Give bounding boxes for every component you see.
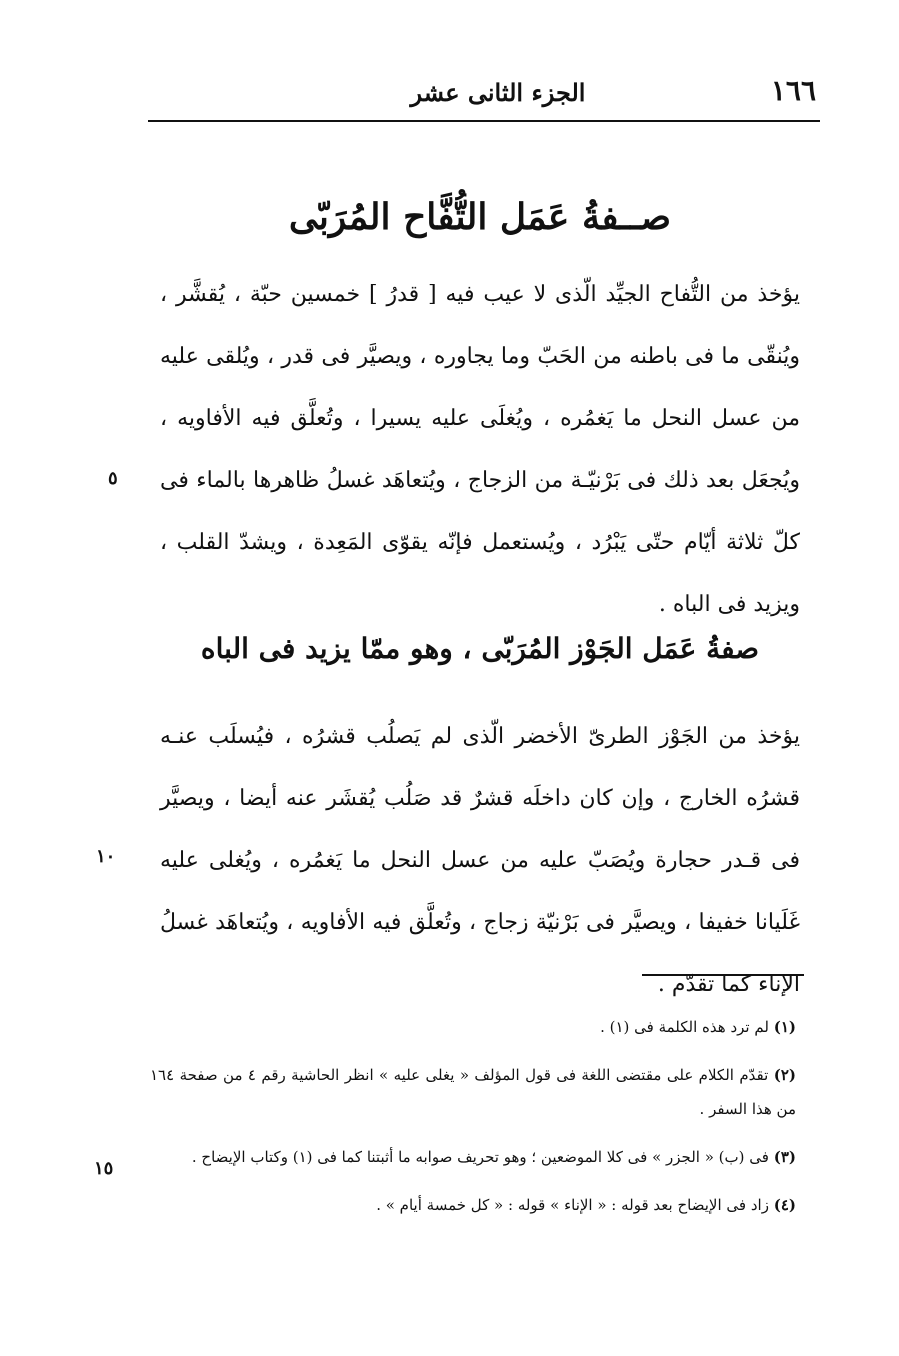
- footnote-mark: (٣): [773, 1148, 796, 1166]
- line-number-5: ٥: [108, 468, 118, 489]
- footnote-3: [150, 1140, 796, 1174]
- footnote-separator: [642, 974, 804, 976]
- paragraph-apple-recipe: يؤخذ من التُّفاح الجيِّد الّذى لا عيب فيه [ قدرُ ] خمسين حبّة ، يُقشَّر ، ويُنقّى ما فى باطنه من الحَبّ وما يجاوره ، ويصيَّر فى قدر ، ويُلقى عليه من عسل النحل ما يَغمُره ، ويُغلَى عليه يسيرا ، وتُعلَّق فيه الأفاويه ، ويُجعَل بعد ذلك فى بَرْنيّـة من الزجاج ، ويُتعاهَد غسلُ ظاهرها بالماء فى كلّ ثلاثة أيّام حتّى يَبْرُد ، ويُستعمل فإنّه يقوّى المَعِدة ، ويشدّ القلب ، ويزيد فى الباه .: [160, 282, 800, 617]
- footnote-1: [150, 1010, 796, 1044]
- footnote-text: تقدّم الكلام على مقتضى اللغة فى قول المؤلف « يغلى عليه » انظر الحاشية رقم ٤ من صفحة ١٦٤ من هذا السفر .: [150, 1066, 796, 1118]
- section-title-walnut: صفةُ عَمَل الجَوْز المُرَبّى ، وهو ممّا يزيد فى الباه: [200, 632, 760, 665]
- line-number-10: ١٠: [96, 846, 116, 867]
- line-number-15: ١٥: [94, 1158, 114, 1179]
- running-title: الجزء الثانى عشر: [410, 78, 586, 107]
- footnote-mark: (٢): [773, 1066, 796, 1084]
- footnote-text: فى (ب) « الجزر » فى كلا الموضعين ؛ وهو تحريف صوابه ما أثبتنا كما فى (١) وكتاب الإيضاح .: [191, 1148, 769, 1166]
- footnote-4: [150, 1188, 796, 1222]
- page-header: [148, 72, 820, 122]
- page-number: ١٦٦: [770, 74, 816, 107]
- footnote-mark: (١): [773, 1018, 796, 1036]
- footnotes: [150, 1010, 796, 1236]
- section-title-apple: صــفةُ عَمَل التُّفَّاح المُرَبّى: [288, 196, 672, 238]
- footnote-text: لم ترد هذه الكلمة فى (١) .: [600, 1018, 769, 1036]
- paragraph-walnut-recipe: يؤخذ من الجَوْز الطرىّ الأخضر الّذى لم يَصلُب قشرُه ، فيُسلَب عنـه قشرُه الخارج ، وإن كان داخلَه قشرٌ قد صَلُب يُقشَر عنه أيضا ، ويصيَّر فى قـدر حجارة ويُصَبّ عليه من عسل النحل ما يَغمُره ، ويُغلى عليه غَلَيانا خفيفا ، ويصيَّر فى بَرْنيّة زجاج ، وتُعلَّق فيه الأفاويه ، ويُتعاهَد غسلُ الإناء كما تقدّم .: [160, 724, 800, 997]
- footnote-2: [150, 1058, 796, 1126]
- footnote-mark: (٤): [773, 1196, 796, 1214]
- footnote-text: زاد فى الإيضاح بعد قوله : « الإناء » قوله : « كل خمسة أيام » .: [376, 1196, 769, 1214]
